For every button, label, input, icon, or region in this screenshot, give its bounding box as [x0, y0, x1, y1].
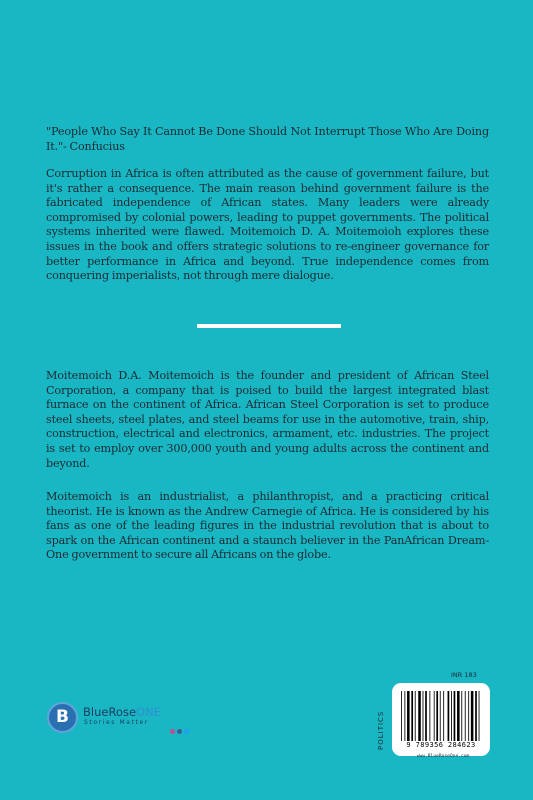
epigraph-quote: [46, 125, 489, 154]
isbn-barcode: [400, 691, 482, 741]
bio-text: Moitemoich D.A. Moitemoich is the founder and president of African Steel Corporation, a company that is poised to build the largest integrated blast furnace on the continent of Africa. African Steel Corporation is set to produce steel sheets, steel plates, and steel beams for use in the automotive, train, ship, construction, electrical and electronics, armament, etc. industries. The project is set to employ over 300,000 youth and young adults across the continent and beyond.: [46, 369, 489, 470]
facebook-icon: [177, 729, 182, 734]
publisher-name-part2: ONE: [136, 705, 161, 719]
publisher-website: www.BlueRoseOne.com: [416, 754, 470, 759]
isbn-barcode-box: [392, 683, 490, 756]
social-icons: [170, 729, 189, 734]
bio-text: Moitemoich is an industrialist, a philanthropist, and a practicing critical theorist. He is known as the Andrew Carnegie of Africa. He is considered by his fans as one of the leading figures in the industrial revolution that is about to spark on the African continent and a staunch believer in the PanAfrican Dream-One government to secure all Africans on the globe.: [46, 490, 489, 562]
publisher-tagline: Stories Matter: [84, 719, 149, 726]
publisher-name-part1: BlueRose: [83, 705, 137, 719]
category-label: POLITICS: [377, 710, 385, 750]
blurb-text: Corruption in Africa is often attributed as the cause of government failure, but it's rather a consequence. The main reason behind government failure is the fabricated independence of African states. Many leaders were already compromised by colonial powers, leading to puppet governments. The political systems inherited were flawed. Moitemoich D. A. Moitemoioh explores these issues in the book and offers strategic solutions to re-engineer governance for better performance in Africa and beyond. True independence comes from conquering imperialists, not through mere dialogue.: [46, 167, 489, 283]
book-blurb: [46, 167, 489, 284]
quote-text: "People Who Say It Cannot Be Done Should Not Interrupt Those Who Are Doing It."- Confucius: [46, 125, 489, 153]
isbn-digits: 9 789356 284623: [406, 741, 476, 749]
price-label: INR 183: [451, 671, 477, 679]
instagram-icon: [170, 729, 175, 734]
publisher-logo-icon: B: [47, 702, 78, 733]
publisher-logo: [47, 700, 197, 736]
author-bio-paragraph-2: [46, 490, 489, 563]
publisher-name: [83, 705, 161, 719]
section-divider: [197, 324, 341, 328]
twitter-icon: [184, 729, 189, 734]
author-bio-paragraph-1: [46, 369, 489, 471]
